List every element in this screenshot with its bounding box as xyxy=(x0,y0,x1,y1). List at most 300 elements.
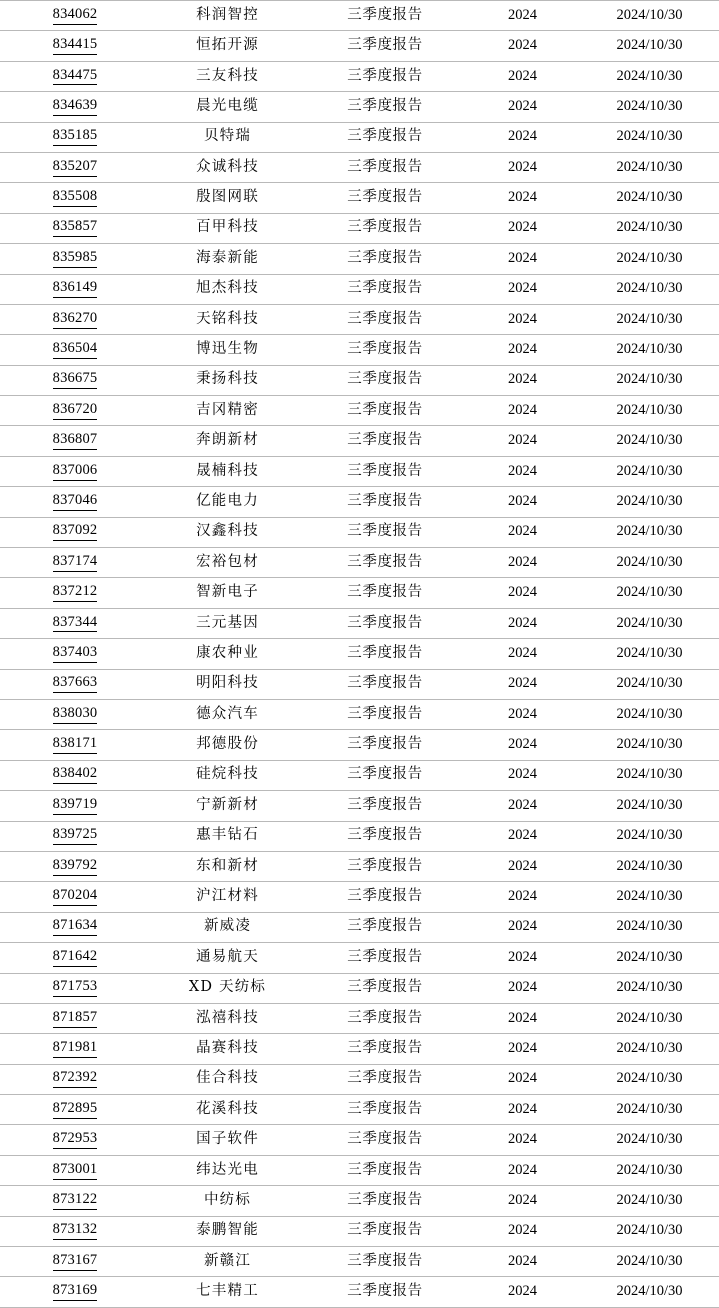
table-row xyxy=(0,1216,719,1246)
security-code-cell[interactable] xyxy=(0,1186,150,1216)
table-row xyxy=(0,426,719,456)
report-type-cell: 三季度报告 xyxy=(305,821,465,851)
report-type-cell: 三季度报告 xyxy=(305,639,465,669)
report-date-cell: 2024/10/30 xyxy=(580,608,719,638)
security-code-link[interactable]: 871634 xyxy=(53,918,98,936)
table-row xyxy=(0,1,719,31)
report-date-cell: 2024/10/30 xyxy=(580,699,719,729)
report-year-cell: 2024 xyxy=(465,152,580,182)
security-code-link[interactable]: 837403 xyxy=(53,645,98,663)
table-row xyxy=(0,608,719,638)
security-code-link[interactable]: 836270 xyxy=(53,311,98,329)
report-type-cell: 三季度报告 xyxy=(305,973,465,1003)
table-row xyxy=(0,699,719,729)
security-name-cell: 泓禧科技 xyxy=(150,1003,305,1033)
security-name-cell: 七丰精工 xyxy=(150,1277,305,1307)
table-row xyxy=(0,1125,719,1155)
security-code-cell[interactable] xyxy=(0,1125,150,1155)
table-row xyxy=(0,274,719,304)
security-name-cell: 百甲科技 xyxy=(150,213,305,243)
report-type-cell: 三季度报告 xyxy=(305,1125,465,1155)
report-date-cell: 2024/10/30 xyxy=(580,213,719,243)
security-name-cell: 秉扬科技 xyxy=(150,365,305,395)
security-code-cell[interactable] xyxy=(0,1247,150,1277)
report-date-cell: 2024/10/30 xyxy=(580,426,719,456)
report-year-cell: 2024 xyxy=(465,517,580,547)
report-date-cell: 2024/10/30 xyxy=(580,274,719,304)
table-row xyxy=(0,912,719,942)
security-code-link[interactable]: 873132 xyxy=(53,1222,98,1240)
security-name-cell: 国子软件 xyxy=(150,1125,305,1155)
report-date-cell: 2024/10/30 xyxy=(580,152,719,182)
security-code-link[interactable]: 873122 xyxy=(53,1192,98,1210)
table-row xyxy=(0,365,719,395)
security-code-link[interactable]: 837092 xyxy=(53,523,98,541)
report-date-cell: 2024/10/30 xyxy=(580,31,719,61)
security-code-cell[interactable] xyxy=(0,669,150,699)
report-type-cell: 三季度报告 xyxy=(305,365,465,395)
report-year-cell: 2024 xyxy=(465,1277,580,1307)
table-row xyxy=(0,639,719,669)
security-code-link[interactable]: 871857 xyxy=(53,1010,98,1028)
report-year-cell: 2024 xyxy=(465,274,580,304)
report-type-cell: 三季度报告 xyxy=(305,730,465,760)
table-row xyxy=(0,517,719,547)
report-type-cell: 三季度报告 xyxy=(305,548,465,578)
table-row xyxy=(0,821,719,851)
table-row xyxy=(0,943,719,973)
security-name-cell: 佳合科技 xyxy=(150,1064,305,1094)
report-year-cell: 2024 xyxy=(465,912,580,942)
security-name-cell: 晶赛科技 xyxy=(150,1034,305,1064)
table-row xyxy=(0,61,719,91)
report-type-cell: 三季度报告 xyxy=(305,791,465,821)
security-code-cell[interactable] xyxy=(0,31,150,61)
report-type-cell: 三季度报告 xyxy=(305,699,465,729)
report-type-cell: 三季度报告 xyxy=(305,760,465,790)
report-date-cell: 2024/10/30 xyxy=(580,61,719,91)
security-code-link[interactable]: 870204 xyxy=(53,888,98,906)
table-body xyxy=(0,1,719,1308)
security-name-cell: 新赣江 xyxy=(150,1247,305,1277)
security-code-link[interactable]: 837344 xyxy=(53,615,98,633)
security-name-cell: 博迅生物 xyxy=(150,335,305,365)
table-row xyxy=(0,304,719,334)
report-type-cell: 三季度报告 xyxy=(305,152,465,182)
report-date-cell: 2024/10/30 xyxy=(580,183,719,213)
security-code-cell[interactable] xyxy=(0,1034,150,1064)
report-year-cell: 2024 xyxy=(465,1034,580,1064)
security-name-cell: 吉冈精密 xyxy=(150,396,305,426)
security-name-cell: 智新电子 xyxy=(150,578,305,608)
report-year-cell: 2024 xyxy=(465,973,580,1003)
report-year-cell: 2024 xyxy=(465,608,580,638)
security-code-cell[interactable] xyxy=(0,730,150,760)
security-code-cell[interactable] xyxy=(0,426,150,456)
report-year-cell: 2024 xyxy=(465,578,580,608)
security-name-cell: 中纺标 xyxy=(150,1186,305,1216)
report-date-cell: 2024/10/30 xyxy=(580,487,719,517)
report-year-cell: 2024 xyxy=(465,213,580,243)
security-code-link[interactable]: 836504 xyxy=(53,341,98,359)
security-code-link[interactable]: 838402 xyxy=(53,766,98,784)
security-code-link[interactable]: 834062 xyxy=(53,7,98,25)
report-type-cell: 三季度报告 xyxy=(305,1034,465,1064)
security-name-cell: 德众汽车 xyxy=(150,699,305,729)
report-year-cell: 2024 xyxy=(465,1064,580,1094)
report-type-cell: 三季度报告 xyxy=(305,396,465,426)
security-code-link[interactable]: 873167 xyxy=(53,1253,98,1271)
table-row xyxy=(0,152,719,182)
report-type-cell: 三季度报告 xyxy=(305,426,465,456)
report-type-cell: 三季度报告 xyxy=(305,213,465,243)
security-code-cell[interactable] xyxy=(0,122,150,152)
security-code-link[interactable]: 871642 xyxy=(53,949,98,967)
report-date-cell: 2024/10/30 xyxy=(580,1186,719,1216)
report-year-cell: 2024 xyxy=(465,882,580,912)
security-code-cell[interactable] xyxy=(0,639,150,669)
security-code-cell[interactable] xyxy=(0,456,150,486)
report-year-cell: 2024 xyxy=(465,1155,580,1185)
security-code-link[interactable]: 834475 xyxy=(53,68,98,86)
report-year-cell: 2024 xyxy=(465,92,580,122)
table-row xyxy=(0,1034,719,1064)
security-code-cell[interactable] xyxy=(0,396,150,426)
report-date-cell: 2024/10/30 xyxy=(580,1064,719,1094)
table-row xyxy=(0,1064,719,1094)
security-code-link[interactable]: 834415 xyxy=(53,37,98,55)
table-row xyxy=(0,183,719,213)
security-code-cell[interactable] xyxy=(0,1155,150,1185)
report-date-cell: 2024/10/30 xyxy=(580,851,719,881)
security-code-cell[interactable] xyxy=(0,608,150,638)
security-code-cell[interactable] xyxy=(0,699,150,729)
report-type-cell: 三季度报告 xyxy=(305,912,465,942)
security-code-link[interactable]: 836675 xyxy=(53,371,98,389)
security-code-link[interactable]: 835985 xyxy=(53,250,98,268)
security-code-cell[interactable] xyxy=(0,882,150,912)
security-code-cell[interactable] xyxy=(0,1277,150,1307)
report-type-cell: 三季度报告 xyxy=(305,1,465,31)
report-year-cell: 2024 xyxy=(465,548,580,578)
security-name-cell: 三元基因 xyxy=(150,608,305,638)
security-code-cell[interactable] xyxy=(0,61,150,91)
security-code-link[interactable]: 837046 xyxy=(53,493,98,511)
security-code-cell[interactable] xyxy=(0,244,150,274)
table-row xyxy=(0,31,719,61)
security-code-cell[interactable] xyxy=(0,1064,150,1094)
report-date-cell: 2024/10/30 xyxy=(580,1277,719,1307)
report-year-cell: 2024 xyxy=(465,669,580,699)
table-row xyxy=(0,730,719,760)
report-date-cell: 2024/10/30 xyxy=(580,1247,719,1277)
security-code-cell[interactable] xyxy=(0,548,150,578)
security-code-cell[interactable] xyxy=(0,1095,150,1125)
security-code-cell[interactable] xyxy=(0,152,150,182)
report-date-cell: 2024/10/30 xyxy=(580,517,719,547)
security-code-cell[interactable] xyxy=(0,487,150,517)
security-code-link[interactable]: 836149 xyxy=(53,280,98,298)
report-type-cell: 三季度报告 xyxy=(305,304,465,334)
report-type-cell: 三季度报告 xyxy=(305,92,465,122)
table-row xyxy=(0,487,719,517)
security-name-cell: 天铭科技 xyxy=(150,304,305,334)
report-type-cell: 三季度报告 xyxy=(305,1064,465,1094)
report-type-cell: 三季度报告 xyxy=(305,1155,465,1185)
security-code-link[interactable]: 873169 xyxy=(53,1283,98,1301)
security-name-cell: 宁新新材 xyxy=(150,791,305,821)
security-code-link[interactable]: 839792 xyxy=(53,858,98,876)
report-date-cell: 2024/10/30 xyxy=(580,1125,719,1155)
report-year-cell: 2024 xyxy=(465,426,580,456)
report-year-cell: 2024 xyxy=(465,365,580,395)
report-year-cell: 2024 xyxy=(465,122,580,152)
security-name-cell: 贝特瑞 xyxy=(150,122,305,152)
security-code-cell[interactable] xyxy=(0,912,150,942)
report-year-cell: 2024 xyxy=(465,760,580,790)
security-code-cell[interactable] xyxy=(0,274,150,304)
report-date-cell: 2024/10/30 xyxy=(580,365,719,395)
security-code-cell[interactable] xyxy=(0,943,150,973)
table-row xyxy=(0,1247,719,1277)
report-date-cell: 2024/10/30 xyxy=(580,730,719,760)
report-type-cell: 三季度报告 xyxy=(305,31,465,61)
security-code-link[interactable]: 871981 xyxy=(53,1040,98,1058)
report-date-cell: 2024/10/30 xyxy=(580,1003,719,1033)
report-type-cell: 三季度报告 xyxy=(305,1003,465,1033)
report-type-cell: 三季度报告 xyxy=(305,882,465,912)
security-code-link[interactable]: 837174 xyxy=(53,554,98,572)
security-code-link[interactable]: 837006 xyxy=(53,463,98,481)
report-date-cell: 2024/10/30 xyxy=(580,244,719,274)
report-type-cell: 三季度报告 xyxy=(305,943,465,973)
security-code-cell[interactable] xyxy=(0,973,150,1003)
report-year-cell: 2024 xyxy=(465,1125,580,1155)
security-name-cell: 泰鹏智能 xyxy=(150,1216,305,1246)
security-name-cell: 晟楠科技 xyxy=(150,456,305,486)
security-name-cell: 旭杰科技 xyxy=(150,274,305,304)
report-year-cell: 2024 xyxy=(465,1247,580,1277)
report-type-cell: 三季度报告 xyxy=(305,335,465,365)
security-code-link[interactable]: 835207 xyxy=(53,159,98,177)
table-row xyxy=(0,669,719,699)
report-year-cell: 2024 xyxy=(465,31,580,61)
report-date-cell: 2024/10/30 xyxy=(580,396,719,426)
security-name-cell: 亿能电力 xyxy=(150,487,305,517)
report-date-cell: 2024/10/30 xyxy=(580,1155,719,1185)
security-name-cell: 东和新材 xyxy=(150,851,305,881)
security-code-link[interactable]: 835857 xyxy=(53,219,98,237)
report-type-cell: 三季度报告 xyxy=(305,1277,465,1307)
security-code-cell[interactable] xyxy=(0,578,150,608)
table-row xyxy=(0,122,719,152)
security-code-link[interactable]: 835508 xyxy=(53,189,98,207)
security-code-cell[interactable] xyxy=(0,1,150,31)
table-row xyxy=(0,973,719,1003)
report-date-cell: 2024/10/30 xyxy=(580,882,719,912)
table-row xyxy=(0,244,719,274)
security-name-cell: 沪江材料 xyxy=(150,882,305,912)
security-code-cell[interactable] xyxy=(0,213,150,243)
security-code-cell[interactable] xyxy=(0,183,150,213)
security-code-link[interactable]: 838030 xyxy=(53,706,98,724)
report-date-cell: 2024/10/30 xyxy=(580,1095,719,1125)
report-year-cell: 2024 xyxy=(465,1186,580,1216)
table-row xyxy=(0,335,719,365)
security-name-cell: 汉鑫科技 xyxy=(150,517,305,547)
report-type-cell: 三季度报告 xyxy=(305,244,465,274)
report-year-cell: 2024 xyxy=(465,1,580,31)
report-date-cell: 2024/10/30 xyxy=(580,92,719,122)
security-name-cell: 惠丰钻石 xyxy=(150,821,305,851)
report-date-cell: 2024/10/30 xyxy=(580,548,719,578)
report-type-cell: 三季度报告 xyxy=(305,608,465,638)
table-row xyxy=(0,1095,719,1125)
security-code-cell[interactable] xyxy=(0,851,150,881)
security-code-link[interactable]: 836807 xyxy=(53,432,98,450)
security-name-cell: 明阳科技 xyxy=(150,669,305,699)
security-name-cell: 奔朗新材 xyxy=(150,426,305,456)
security-code-link[interactable]: 838171 xyxy=(53,736,98,754)
report-year-cell: 2024 xyxy=(465,943,580,973)
report-date-cell: 2024/10/30 xyxy=(580,1,719,31)
security-code-link[interactable]: 834639 xyxy=(53,98,98,116)
report-year-cell: 2024 xyxy=(465,730,580,760)
report-type-cell: 三季度报告 xyxy=(305,1186,465,1216)
table-row xyxy=(0,1186,719,1216)
report-date-cell: 2024/10/30 xyxy=(580,578,719,608)
report-year-cell: 2024 xyxy=(465,821,580,851)
report-year-cell: 2024 xyxy=(465,639,580,669)
report-type-cell: 三季度报告 xyxy=(305,183,465,213)
report-year-cell: 2024 xyxy=(465,487,580,517)
security-name-cell: 科润智控 xyxy=(150,1,305,31)
report-type-cell: 三季度报告 xyxy=(305,1247,465,1277)
report-date-cell: 2024/10/30 xyxy=(580,760,719,790)
security-code-link[interactable]: 872953 xyxy=(53,1131,98,1149)
report-type-cell: 三季度报告 xyxy=(305,61,465,91)
report-type-cell: 三季度报告 xyxy=(305,578,465,608)
report-type-cell: 三季度报告 xyxy=(305,851,465,881)
report-year-cell: 2024 xyxy=(465,456,580,486)
report-type-cell: 三季度报告 xyxy=(305,1216,465,1246)
table-row xyxy=(0,92,719,122)
table-row xyxy=(0,791,719,821)
security-name-cell: 殷图网联 xyxy=(150,183,305,213)
report-type-cell: 三季度报告 xyxy=(305,517,465,547)
report-year-cell: 2024 xyxy=(465,1003,580,1033)
report-year-cell: 2024 xyxy=(465,699,580,729)
security-name-cell: XD 天纺标 xyxy=(150,973,305,1003)
table-row xyxy=(0,1155,719,1185)
table-row xyxy=(0,578,719,608)
table-row xyxy=(0,548,719,578)
table-row xyxy=(0,213,719,243)
security-code-link[interactable]: 837663 xyxy=(53,675,98,693)
security-name-cell: 众诚科技 xyxy=(150,152,305,182)
security-code-link[interactable]: 837212 xyxy=(53,584,98,602)
report-year-cell: 2024 xyxy=(465,61,580,91)
report-date-cell: 2024/10/30 xyxy=(580,1034,719,1064)
security-name-cell: 恒拓开源 xyxy=(150,31,305,61)
report-date-cell: 2024/10/30 xyxy=(580,335,719,365)
report-date-cell: 2024/10/30 xyxy=(580,639,719,669)
report-date-cell: 2024/10/30 xyxy=(580,791,719,821)
report-date-cell: 2024/10/30 xyxy=(580,304,719,334)
report-year-cell: 2024 xyxy=(465,1095,580,1125)
security-name-cell: 康农种业 xyxy=(150,639,305,669)
report-date-cell: 2024/10/30 xyxy=(580,821,719,851)
security-code-link[interactable]: 872895 xyxy=(53,1101,98,1119)
report-type-cell: 三季度报告 xyxy=(305,122,465,152)
security-code-cell[interactable] xyxy=(0,1003,150,1033)
security-code-link[interactable]: 835185 xyxy=(53,128,98,146)
security-code-cell[interactable] xyxy=(0,365,150,395)
security-code-link[interactable]: 839725 xyxy=(53,827,98,845)
security-code-cell[interactable] xyxy=(0,760,150,790)
table-row xyxy=(0,882,719,912)
security-name-cell: 晨光电缆 xyxy=(150,92,305,122)
table-row xyxy=(0,1003,719,1033)
table-row xyxy=(0,851,719,881)
report-year-cell: 2024 xyxy=(465,183,580,213)
table-row xyxy=(0,396,719,426)
security-code-link[interactable]: 873001 xyxy=(53,1162,98,1180)
report-type-cell: 三季度报告 xyxy=(305,487,465,517)
security-code-link[interactable]: 872392 xyxy=(53,1070,98,1088)
security-code-cell[interactable] xyxy=(0,791,150,821)
security-name-cell: 通易航天 xyxy=(150,943,305,973)
report-date-cell: 2024/10/30 xyxy=(580,122,719,152)
security-name-cell: 纬达光电 xyxy=(150,1155,305,1185)
security-name-cell: 花溪科技 xyxy=(150,1095,305,1125)
security-name-cell: 新威凌 xyxy=(150,912,305,942)
security-code-cell[interactable] xyxy=(0,304,150,334)
security-code-link[interactable]: 871753 xyxy=(53,979,98,997)
security-code-cell[interactable] xyxy=(0,1216,150,1246)
report-date-cell: 2024/10/30 xyxy=(580,1216,719,1246)
report-year-cell: 2024 xyxy=(465,244,580,274)
table-row xyxy=(0,456,719,486)
report-date-cell: 2024/10/30 xyxy=(580,669,719,699)
report-type-cell: 三季度报告 xyxy=(305,669,465,699)
report-year-cell: 2024 xyxy=(465,1216,580,1246)
security-code-link[interactable]: 836720 xyxy=(53,402,98,420)
security-code-cell[interactable] xyxy=(0,821,150,851)
security-name-cell: 海泰新能 xyxy=(150,244,305,274)
security-code-cell[interactable] xyxy=(0,92,150,122)
report-type-cell: 三季度报告 xyxy=(305,274,465,304)
report-date-cell: 2024/10/30 xyxy=(580,912,719,942)
report-date-cell: 2024/10/30 xyxy=(580,456,719,486)
security-name-cell: 宏裕包材 xyxy=(150,548,305,578)
report-year-cell: 2024 xyxy=(465,304,580,334)
report-date-cell: 2024/10/30 xyxy=(580,943,719,973)
report-date-cell: 2024/10/30 xyxy=(580,973,719,1003)
report-year-cell: 2024 xyxy=(465,791,580,821)
report-type-cell: 三季度报告 xyxy=(305,456,465,486)
table-row xyxy=(0,1277,719,1307)
report-year-cell: 2024 xyxy=(465,335,580,365)
security-code-cell[interactable] xyxy=(0,335,150,365)
security-code-cell[interactable] xyxy=(0,517,150,547)
security-name-cell: 邦德股份 xyxy=(150,730,305,760)
table-row xyxy=(0,760,719,790)
security-name-cell: 硅烷科技 xyxy=(150,760,305,790)
report-year-cell: 2024 xyxy=(465,396,580,426)
security-code-link[interactable]: 839719 xyxy=(53,797,98,815)
security-name-cell: 三友科技 xyxy=(150,61,305,91)
